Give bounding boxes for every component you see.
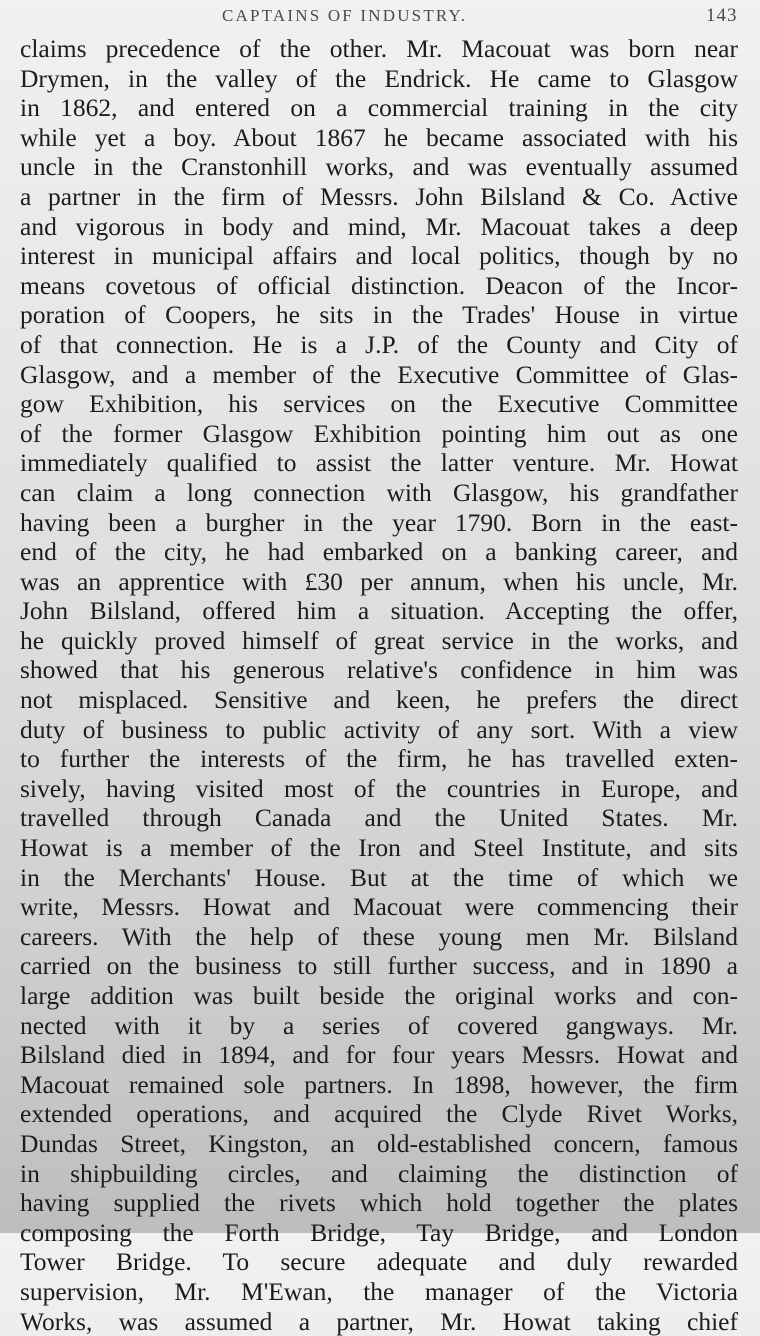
text-line: claims precedence of the other. Mr. Macouat was born near bbox=[20, 34, 738, 63]
text-line: Dundas Street, Kingston, an old-established concern, famous bbox=[20, 1128, 738, 1158]
text-line: extended operations, and acquired the Clyde Rivet Works, bbox=[20, 1099, 738, 1129]
text-line: duty of business to public activity of any sort. With a view bbox=[20, 714, 738, 744]
text-line: carried on the business to still further success, and in 1890 a bbox=[20, 951, 738, 981]
text-line: Works, was assumed a partner, Mr. Howat taking chief bbox=[20, 1306, 738, 1336]
text-line: end of the city, he had embarked on a banking career, and bbox=[20, 537, 738, 567]
text-line: gow Exhibition, his services on the Executive Committee bbox=[20, 389, 738, 419]
text-line: John Bilsland, offered him a situation. Accepting the offer, bbox=[20, 596, 738, 626]
text-line: while yet a boy. About 1867 he became associated with his bbox=[20, 122, 738, 152]
text-line: can claim a long connection with Glasgow, his grandfather bbox=[20, 477, 738, 507]
text-line: sively, having visited most of the countries in Europe, and bbox=[20, 773, 738, 803]
text-line: a partner in the firm of Messrs. John Bilsland & Co. Active bbox=[20, 181, 738, 211]
text-line: Howat is a member of the Iron and Steel Institute, and sits bbox=[20, 833, 738, 863]
text-line: Macouat remained sole partners. In 1898, however, the firm bbox=[20, 1069, 738, 1099]
text-line: Drymen, in the valley of the Endrick. He came to Glasgow bbox=[20, 63, 738, 93]
text-line: nected with it by a series of covered gangways. Mr. bbox=[20, 1010, 738, 1040]
text-line: careers. With the help of these young men Mr. Bilsland bbox=[20, 921, 738, 951]
text-line: supervision, Mr. M'Ewan, the manager of the Victoria bbox=[20, 1276, 738, 1306]
text-line: in 1862, and entered on a commercial training in the city bbox=[20, 93, 738, 123]
text-line: travelled through Canada and the United States. Mr. bbox=[20, 803, 738, 833]
page-number: 143 bbox=[706, 5, 738, 26]
text-line: immediately qualified to assist the latter venture. Mr. Howat bbox=[20, 448, 738, 478]
text-line: of the former Glasgow Exhibition pointing him out as one bbox=[20, 418, 738, 448]
text-line: Tower Bridge. To secure adequate and duly rewarded bbox=[20, 1247, 738, 1277]
text-line: composing the Forth Bridge, Tay Bridge, and London bbox=[20, 1217, 738, 1247]
text-line: uncle in the Cranstonhill works, and was eventually assumed bbox=[20, 152, 738, 182]
text-line: write, Messrs. Howat and Macouat were commencing their bbox=[20, 892, 738, 922]
text-line: showed that his generous relative's confidence in him was bbox=[20, 655, 738, 685]
text-line: Bilsland died in 1894, and for four years Messrs. Howat and bbox=[20, 1040, 738, 1070]
text-line: of that connection. He is a J.P. of the County and City of bbox=[20, 329, 738, 359]
text-line: interest in municipal affairs and local politics, though by no bbox=[20, 241, 738, 271]
text-line: and vigorous in body and mind, Mr. Macouat takes a deep bbox=[20, 211, 738, 241]
text-line: in shipbuilding circles, and claiming the distinction of bbox=[20, 1158, 738, 1188]
text-line: means covetous of official distinction. Deacon of the Incor- bbox=[20, 270, 738, 300]
text-line: poration of Coopers, he sits in the Trades' House in virtue bbox=[20, 300, 738, 330]
text-line: not misplaced. Sensitive and keen, he prefers the direct bbox=[20, 685, 738, 715]
text-line: large addition was built beside the original works and con- bbox=[20, 981, 738, 1010]
running-title: CAPTAINS OF INDUSTRY. bbox=[222, 6, 468, 25]
text-line: he quickly proved himself of great service in the works, and bbox=[20, 625, 738, 655]
text-line: was an apprentice with £30 per annum, when his uncle, Mr. bbox=[20, 566, 738, 596]
running-head bbox=[0, 4, 760, 28]
text-line: having been a burgher in the year 1790. Born in the east- bbox=[20, 507, 738, 537]
text-line: in the Merchants' House. But at the time of which we bbox=[20, 862, 738, 892]
body-text bbox=[20, 34, 738, 1336]
text-line: having supplied the rivets which hold together the plates bbox=[20, 1188, 738, 1218]
text-line: to further the interests of the firm, he has travelled exten- bbox=[20, 744, 738, 774]
text-line: Glasgow, and a member of the Executive Committee of Glas- bbox=[20, 359, 738, 389]
